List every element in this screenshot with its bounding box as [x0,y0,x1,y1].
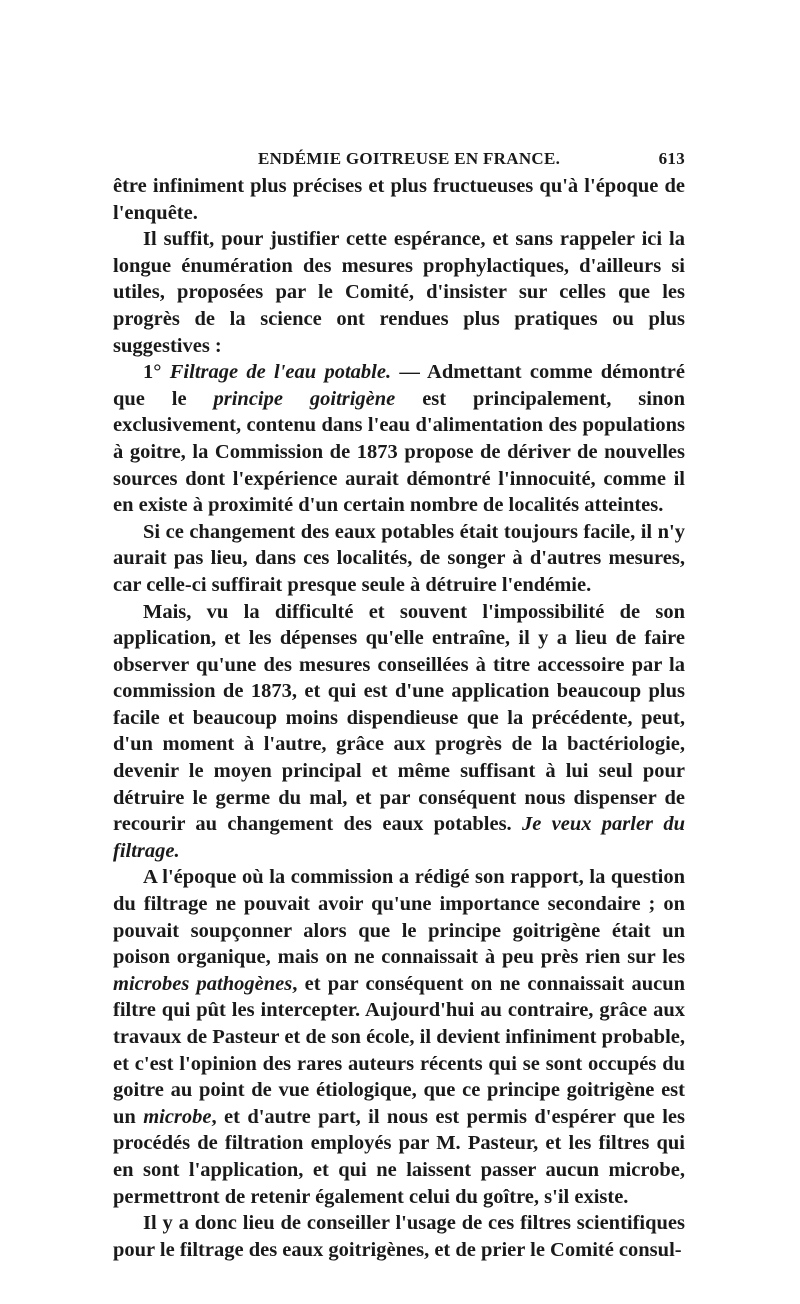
paragraph [113,599,685,865]
book-page [113,143,685,1263]
running-title: ENDÉMIE GOITREUSE EN FRANCE. [258,149,561,168]
italic-term: microbes pathogènes [113,972,293,995]
page-number: 613 [658,149,685,168]
paragraph-text: Si ce changement des eaux potables était toujours facile, il n'y aurait pas lieu, dans ces localités, de songer à d'autres mesures, car celle-ci suffirait presque seule à détruire l'endémie. [113,520,685,596]
paragraph [113,226,685,359]
paragraph-text: Il suffit, pour justifier cette espérance, et sans rappeler ici la longue énumération des mesures prophylactiques, d'ailleurs si utiles, proposées par le Comité, d'insister sur celles que les progrès de la science ont rendues plus pratiques ou plus suggestives : [113,228,685,357]
paragraph-text: , et par conséquent on ne connaissait aucun filtre qui pût les intercepter. Aujourd'hui au contraire, grâce aux travaux de Pasteur et de son école, il devient infiniment probable, et c'est l'opinion des rares auteurs récents qui se sont occupés du goitre au point de vue étiologique, que ce principe goitrigène est un [113,972,685,1128]
paragraph-continuation [113,173,685,226]
paragraph-text: , et d'autre part, il nous est permis d'espérer que les procédés de filtration employés par M. Pasteur, et les filtres qui en sont l'application, et qui ne laissent passer aucun microbe, permettront de retenir également celui du goître, s'il existe. [113,1105,685,1208]
body-text [113,173,685,1263]
paragraph-text: — Admettant comme démontré que le [113,361,685,410]
section-heading: Filtrage de l'eau potable. [169,361,392,384]
paragraph-text: Mais, vu la difficulté et souvent l'impossibilité de son application, et les dépenses qu'elle entraîne, il y a lieu de faire observer qu'une des mesures conseillées à titre accessoire par la commission de 1873, et qui est d'une application beaucoup plus facile et beaucoup moins dispendieuse que la précédente, peut, d'un moment à l'autre, grâce aux progrès de la bactériologie, devenir le moyen principal et même suffisant à lui seul pour détruire le germe du mal, et par conséquent nous dispenser de recourir au changement des eaux potables. [113,600,685,836]
italic-term: microbe [143,1105,212,1128]
paragraph [113,864,685,1210]
paragraph-text: est principalement, sinon exclusivement, contenu dans l'eau d'alimentation des populations à goitre, la Commission de 1873 propose de dériver de nouvelles sources dont l'expérience aurait démontré l'innocuité, comme il en existe à proximité d'un certain nombre de localités atteintes. [113,387,685,517]
paragraph-text: A l'époque où la commission a rédigé son rapport, la question du filtrage ne pouvait avoir qu'une importance secondaire ; on pouvait soupçonner alors que le principe goitrigène était un poison organique, mais on ne connaissait à peu près rien sur les [113,866,685,969]
paragraph-filtrage [113,359,685,519]
italic-phrase: Je veux parler du filtrage. [113,813,685,862]
running-head [113,143,685,173]
paragraph-text: être infiniment plus précises et plus fructueuses qu'à l'époque de l'enquête. [113,175,685,224]
italic-term: principe goitrigène [213,387,396,410]
paragraph-text: Il y a donc lieu de conseiller l'usage de ces filtres scientifiques pour le filtrage des eaux goitrigènes, et de prier le Comité consul- [113,1212,685,1261]
paragraph [113,1210,685,1263]
paragraph [113,519,685,599]
section-number: 1° [143,361,170,384]
